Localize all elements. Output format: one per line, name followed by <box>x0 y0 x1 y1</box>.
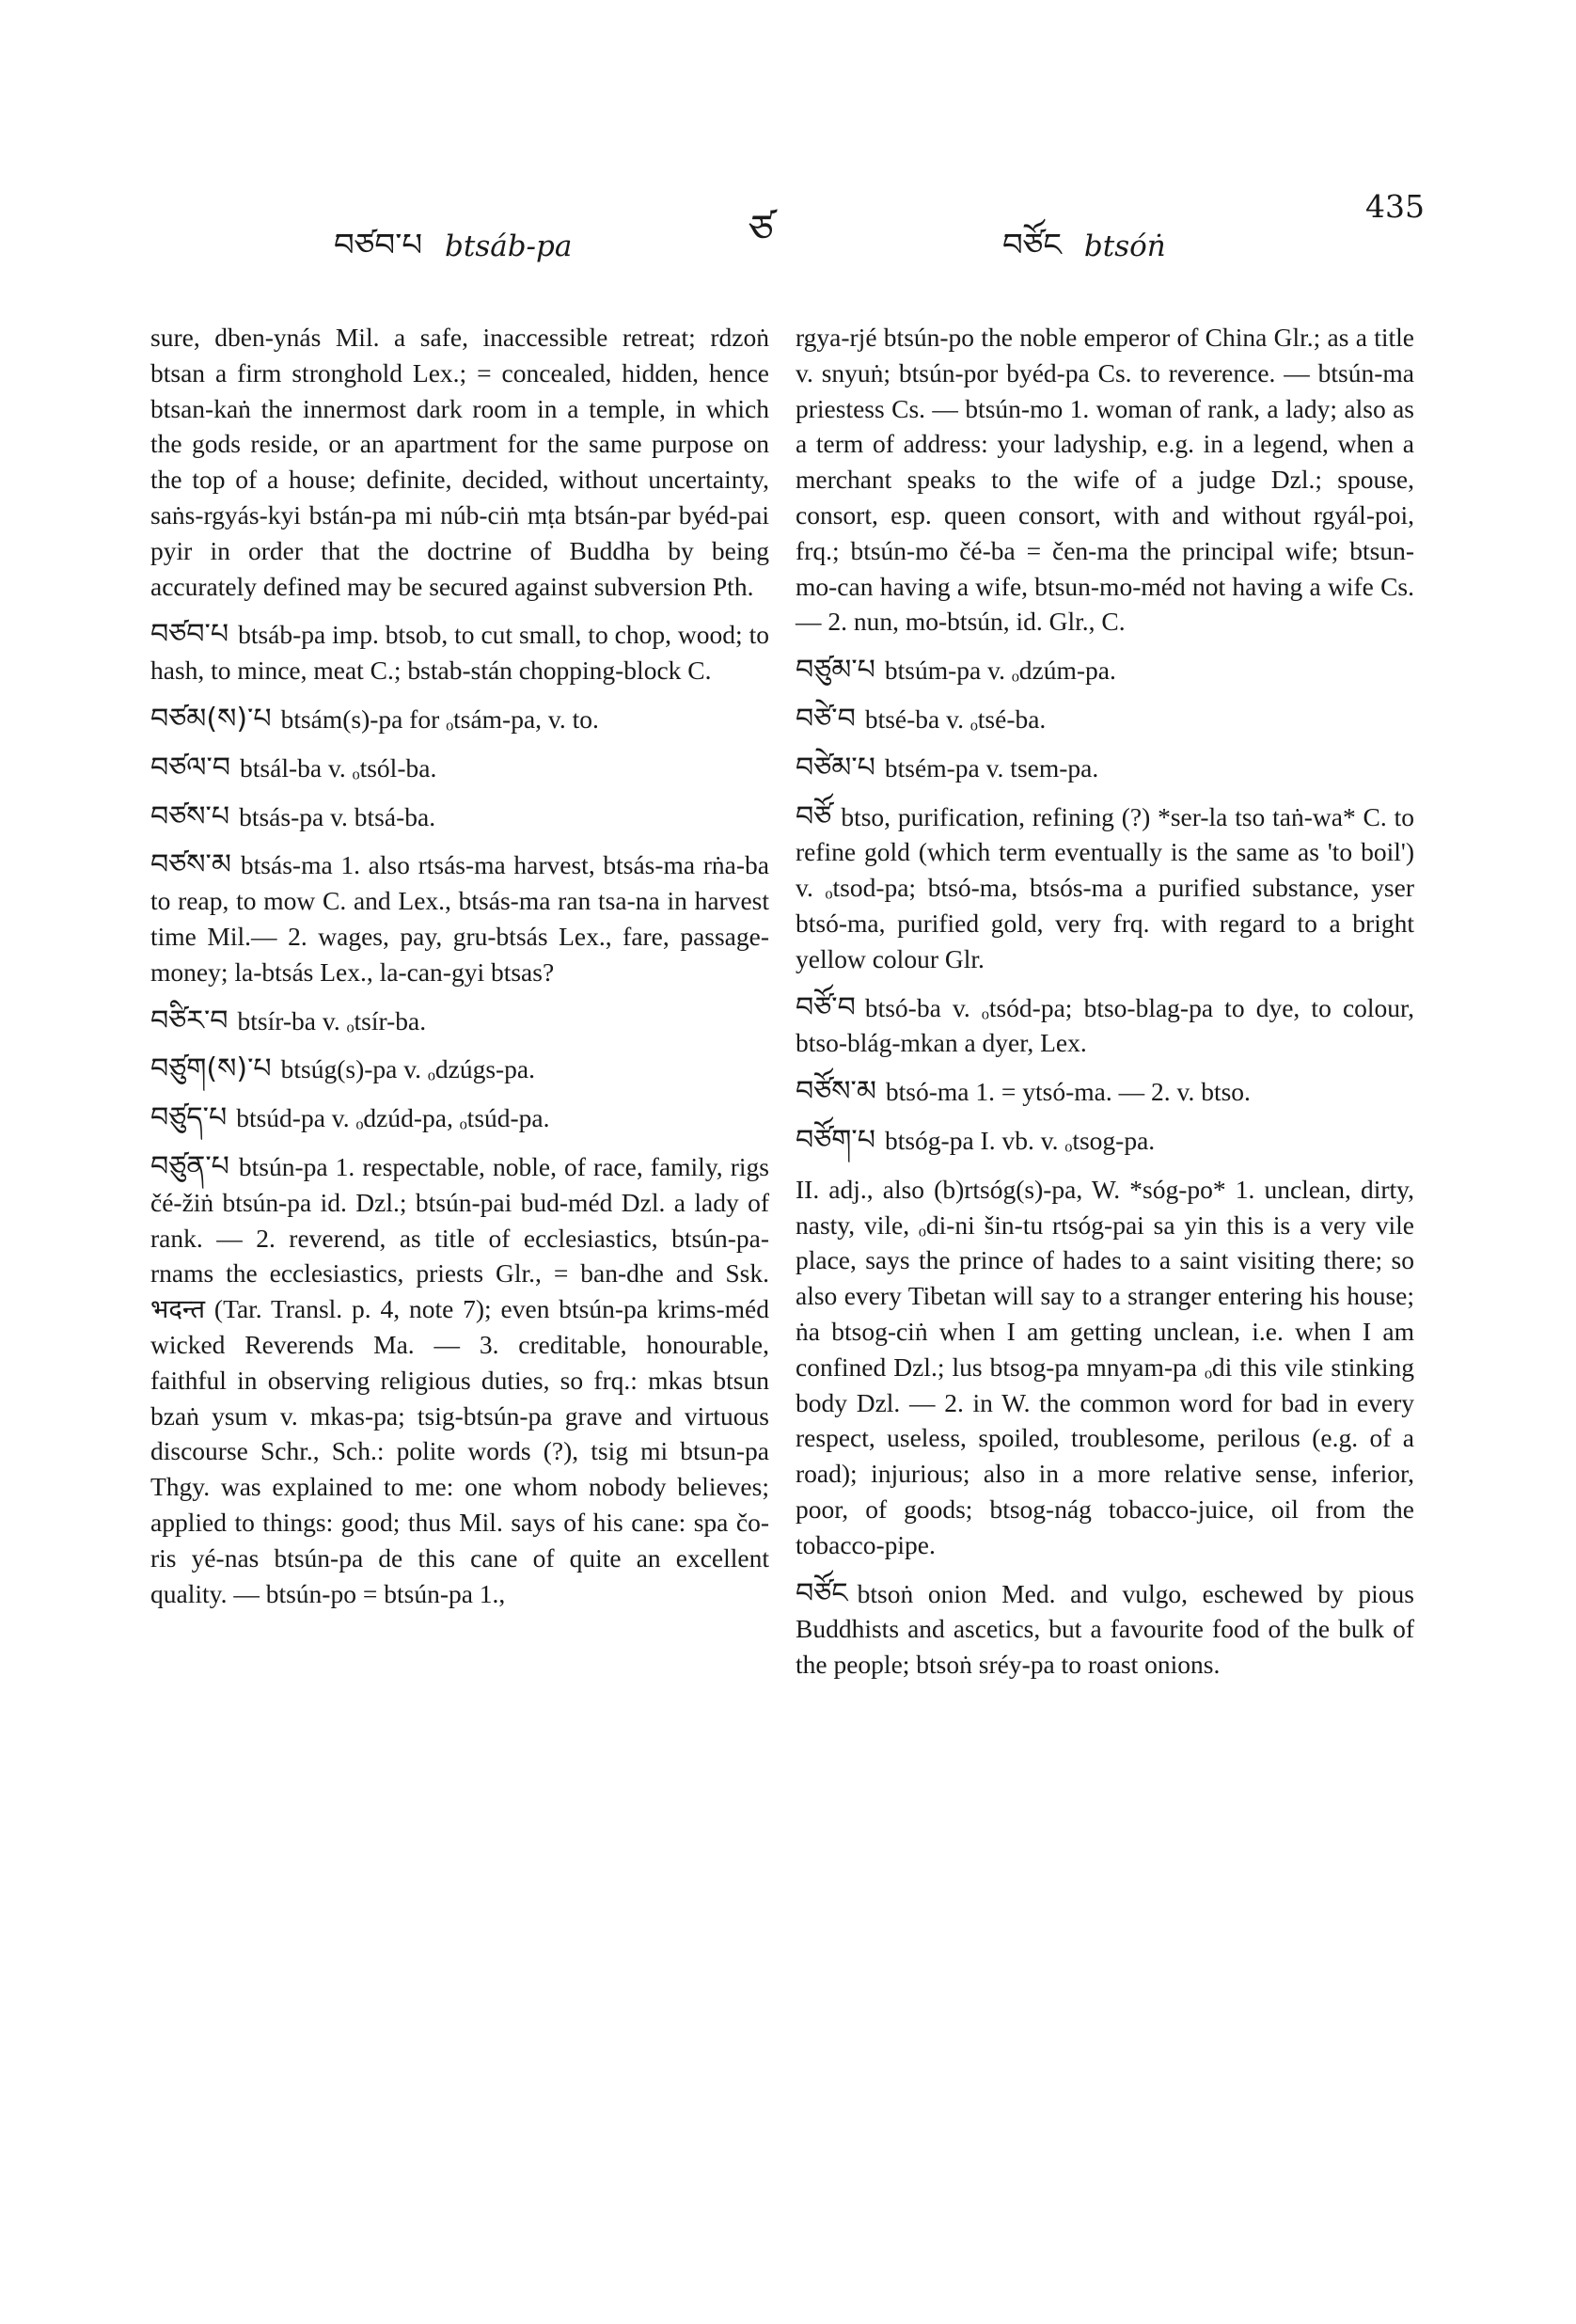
entry-text: btsóg-pa I. vb. v. ₒtsog-pa. <box>884 1125 1156 1155</box>
dictionary-entry <box>150 702 769 737</box>
running-head-left-tibetan: བཙབ་པ <box>334 227 423 264</box>
entry-text: btsé-ba v. ₒtsé-ba. <box>864 704 1047 734</box>
dictionary-entry <box>796 990 1414 1062</box>
entry-headword-tibetan: བཙལ་བ <box>150 751 231 784</box>
dictionary-entry <box>796 1172 1414 1563</box>
entry-text: btsúg(s)-pa v. ₒdzúgs-pa. <box>280 1054 536 1084</box>
dictionary-entry <box>150 1100 769 1136</box>
entry-headword-tibetan: བཙོ་བ <box>796 990 856 1024</box>
entry-text: btsoṅ onion Med. and vulgo, eschewed by pious Buddhists and ascetics, but a favourite food of the bulk of the people; btsoṅ sréy-pa to roast onions. <box>796 1578 1414 1680</box>
entry-text: btsás-ma 1. also rtsás-ma harvest, btsás-ma rṅa-ba to reap, to mow C. and Lex., btsás-ma ran tsa-na in harvest time Mil.— 2. wages, pay, gru-btsás Lex., fare, passage-money; la-btsás Lex., la-can-gyi btsas? <box>150 850 769 987</box>
entry-text: sure, dben-ynás Mil. a safe, inaccessible retreat; rdzoṅ btsan a firm stronghold Lex.; = concealed, hidden, hence btsan-kaṅ the innermost dark room in a temple, in which the gods reside, or an apartment for the same purpose on the top of a house; definite, decided, without uncertainty, saṅs-rgyás-kyi bstán-pa mi núb-ciṅ mṭa btsán-par byéd-pai pyir in order that the doctrine of Buddha by being accurately defined may be secured against subversion Pth. <box>150 323 769 601</box>
dictionary-entry <box>796 1074 1414 1110</box>
dictionary-entry <box>150 1004 769 1039</box>
entry-text: btsúd-pa v. ₒdzúd-pa, ₒtsúd-pa. <box>236 1103 550 1133</box>
entry-text: btsír-ba v. ₒtsír-ba. <box>237 1005 427 1036</box>
entry-headword-tibetan: བཙེམ་པ <box>796 751 875 784</box>
dictionary-entry <box>796 702 1414 737</box>
running-head-left-roman: btsáb-pa <box>445 229 573 263</box>
entry-text: btsún-pa 1. respectable, noble, of race, family, rigs čé-žiṅ btsún-pa id. Dzl.; btsún-pai bud-méd Dzl. a lady of rank. — 2. reverend, as title of ecclesiastics, btsún-pa-rnams the ecclesiastics, priests Glr., = ban-dhe and Ssk. भदन्त (Tar. Transl. p. 4, note 7); even btsún-pa krims-méd wicked Reverends Ma. — 3. creditable, honourable, faithful in observing religious duties, so frq.: mkas btsun bzaṅ ysum v. mkas-pa; tsig-btsún-pa grave and virtuous discourse Schr., Sch.: polite words (?), tsig mi btsun-pa Thgy. was explained to me: one whom nobody believes; applied to things: good; thus Mil. says of his cane: spa čo-ris yé-nas btsún-pa de this cane of quite an excellent quality. — btsún-po = btsún-pa 1., <box>150 1151 769 1608</box>
entry-headword-tibetan: བཙུད་པ <box>150 1101 228 1135</box>
entry-text: btsó-ma 1. = ytsó-ma. — 2. v. btso. <box>885 1077 1251 1107</box>
dictionary-entry <box>150 320 769 604</box>
entry-text: rgya-rjé btsún-po the noble emperor of China Glr.; as a title v. snyuṅ; btsún-por byéd-pa Cs. to reverence. — btsún-ma priestess Cs. — btsún-mo 1. woman of rank, a lady; also as a term of address: your ladyship, e.g. in a legend, when a merchant speaks to the wife of a judge Dzl.; spouse, consort, esp. queen consort, with and without rgyál-poi, frq.; btsún-mo čé-ba = čen-ma the principal wife; btsun-mo-can having a wife, btsun-mo-méd not having a wife Cs. — 2. nun, mo-btsún, id. Glr., C. <box>796 323 1414 637</box>
dictionary-entry <box>150 1051 769 1087</box>
entry-text: btsás-pa v. btsá-ba. <box>239 801 436 831</box>
entry-text: btsém-pa v. tsem-pa. <box>884 752 1099 783</box>
dictionary-entry <box>150 799 769 835</box>
dictionary-entry <box>796 751 1414 786</box>
entry-headword-tibetan: བཙམ(ས)་པ <box>150 702 272 735</box>
entry-text: btsál-ba v. ₒtsól-ba. <box>240 752 437 783</box>
dictionary-entry <box>796 1576 1414 1683</box>
running-head-right-tibetan: བཙོང <box>1002 227 1063 264</box>
dictionary-entry <box>796 653 1414 688</box>
entry-text: btso, purification, refining (?) *ser-la tso taṅ-wa* C. to refine gold (which term eventually is the same as 'to boil') v. ₒtsod-pa; btsó-ma, btsós-ma a purified substance, yser btsó-ma, purified gold, very frq. with regard to a bright yellow colour Glr. <box>796 801 1414 973</box>
entry-text: btsúm-pa v. ₒdzúm-pa. <box>884 656 1116 686</box>
running-head-left <box>334 209 572 299</box>
dictionary-entry <box>150 617 769 688</box>
entry-headword-tibetan: བཙུམ་པ <box>796 654 875 688</box>
entry-headword-tibetan: བཙས་མ <box>150 848 231 882</box>
entry-headword-tibetan: བཙིར་བ <box>150 1004 229 1037</box>
dictionary-entry <box>150 1149 769 1611</box>
dictionary-entry <box>796 799 1414 977</box>
page-number: 435 <box>1365 188 1425 225</box>
running-head-right <box>1002 209 1166 299</box>
entry-headword-tibetan: བཙོས་མ <box>796 1075 876 1109</box>
entry-headword-tibetan: བཙུག(ས)་པ <box>150 1052 272 1086</box>
entry-headword-tibetan: བཙས་པ <box>150 799 230 833</box>
entry-headword-tibetan: བཙུན་པ <box>150 1149 229 1183</box>
entry-text: btsáb-pa imp. btsob, to cut small, to chop, wood; to hash, to mince, meat C.; bstab-stán chopping-block C. <box>150 620 769 686</box>
running-head-right-roman: btsóṅ <box>1083 229 1166 263</box>
entry-text: II. adj., also (b)rtsóg(s)-pa, W. *sóg-po* 1. unclean, dirty, nasty, vile, ₒdi-ni šin-tu rtsóg-pai sa yin this is a very vile place, says the prince of hades to a saint visiting there; so also every Tibetan will say to a stranger entering his house; ṅa btsog-ciṅ when I am getting unclean, i.e. when I am confined Dzl.; lus btsog-pa mnyam-pa ₒdi this vile stinking body Dzl. — 2. in W. the common word for bad in every respect, useless, spoiled, troublesome, perilous (e.g. of a road); injurious; also in a more relative sense, inferior, poor, of goods; btsog-nág tobacco-juice, oil from the tobacco-pipe. <box>796 1174 1414 1559</box>
dictionary-entry <box>150 751 769 786</box>
running-head-center-letter: ཙ <box>749 206 774 252</box>
entry-headword-tibetan: བཙོང <box>796 1576 848 1610</box>
entry-text: btsó-ba v. ₒtsód-pa; btso-blag-pa to dye, to colour, btso-blág-mkan a dyer, Lex. <box>796 992 1414 1058</box>
dictionary-entry <box>796 320 1414 640</box>
dictionary-entry <box>796 1123 1414 1159</box>
dictionary-entry <box>150 847 769 989</box>
entry-headword-tibetan: བཙོ <box>796 799 832 833</box>
right-column <box>796 320 1414 1696</box>
left-column <box>150 320 769 1624</box>
entry-headword-tibetan: བཙེ་བ <box>796 702 856 735</box>
entry-text: btsám(s)-pa for ₒtsám-pa, v. to. <box>280 704 599 734</box>
entry-headword-tibetan: བཙབ་པ <box>150 618 229 652</box>
entry-headword-tibetan: བཙོག་པ <box>796 1123 875 1157</box>
